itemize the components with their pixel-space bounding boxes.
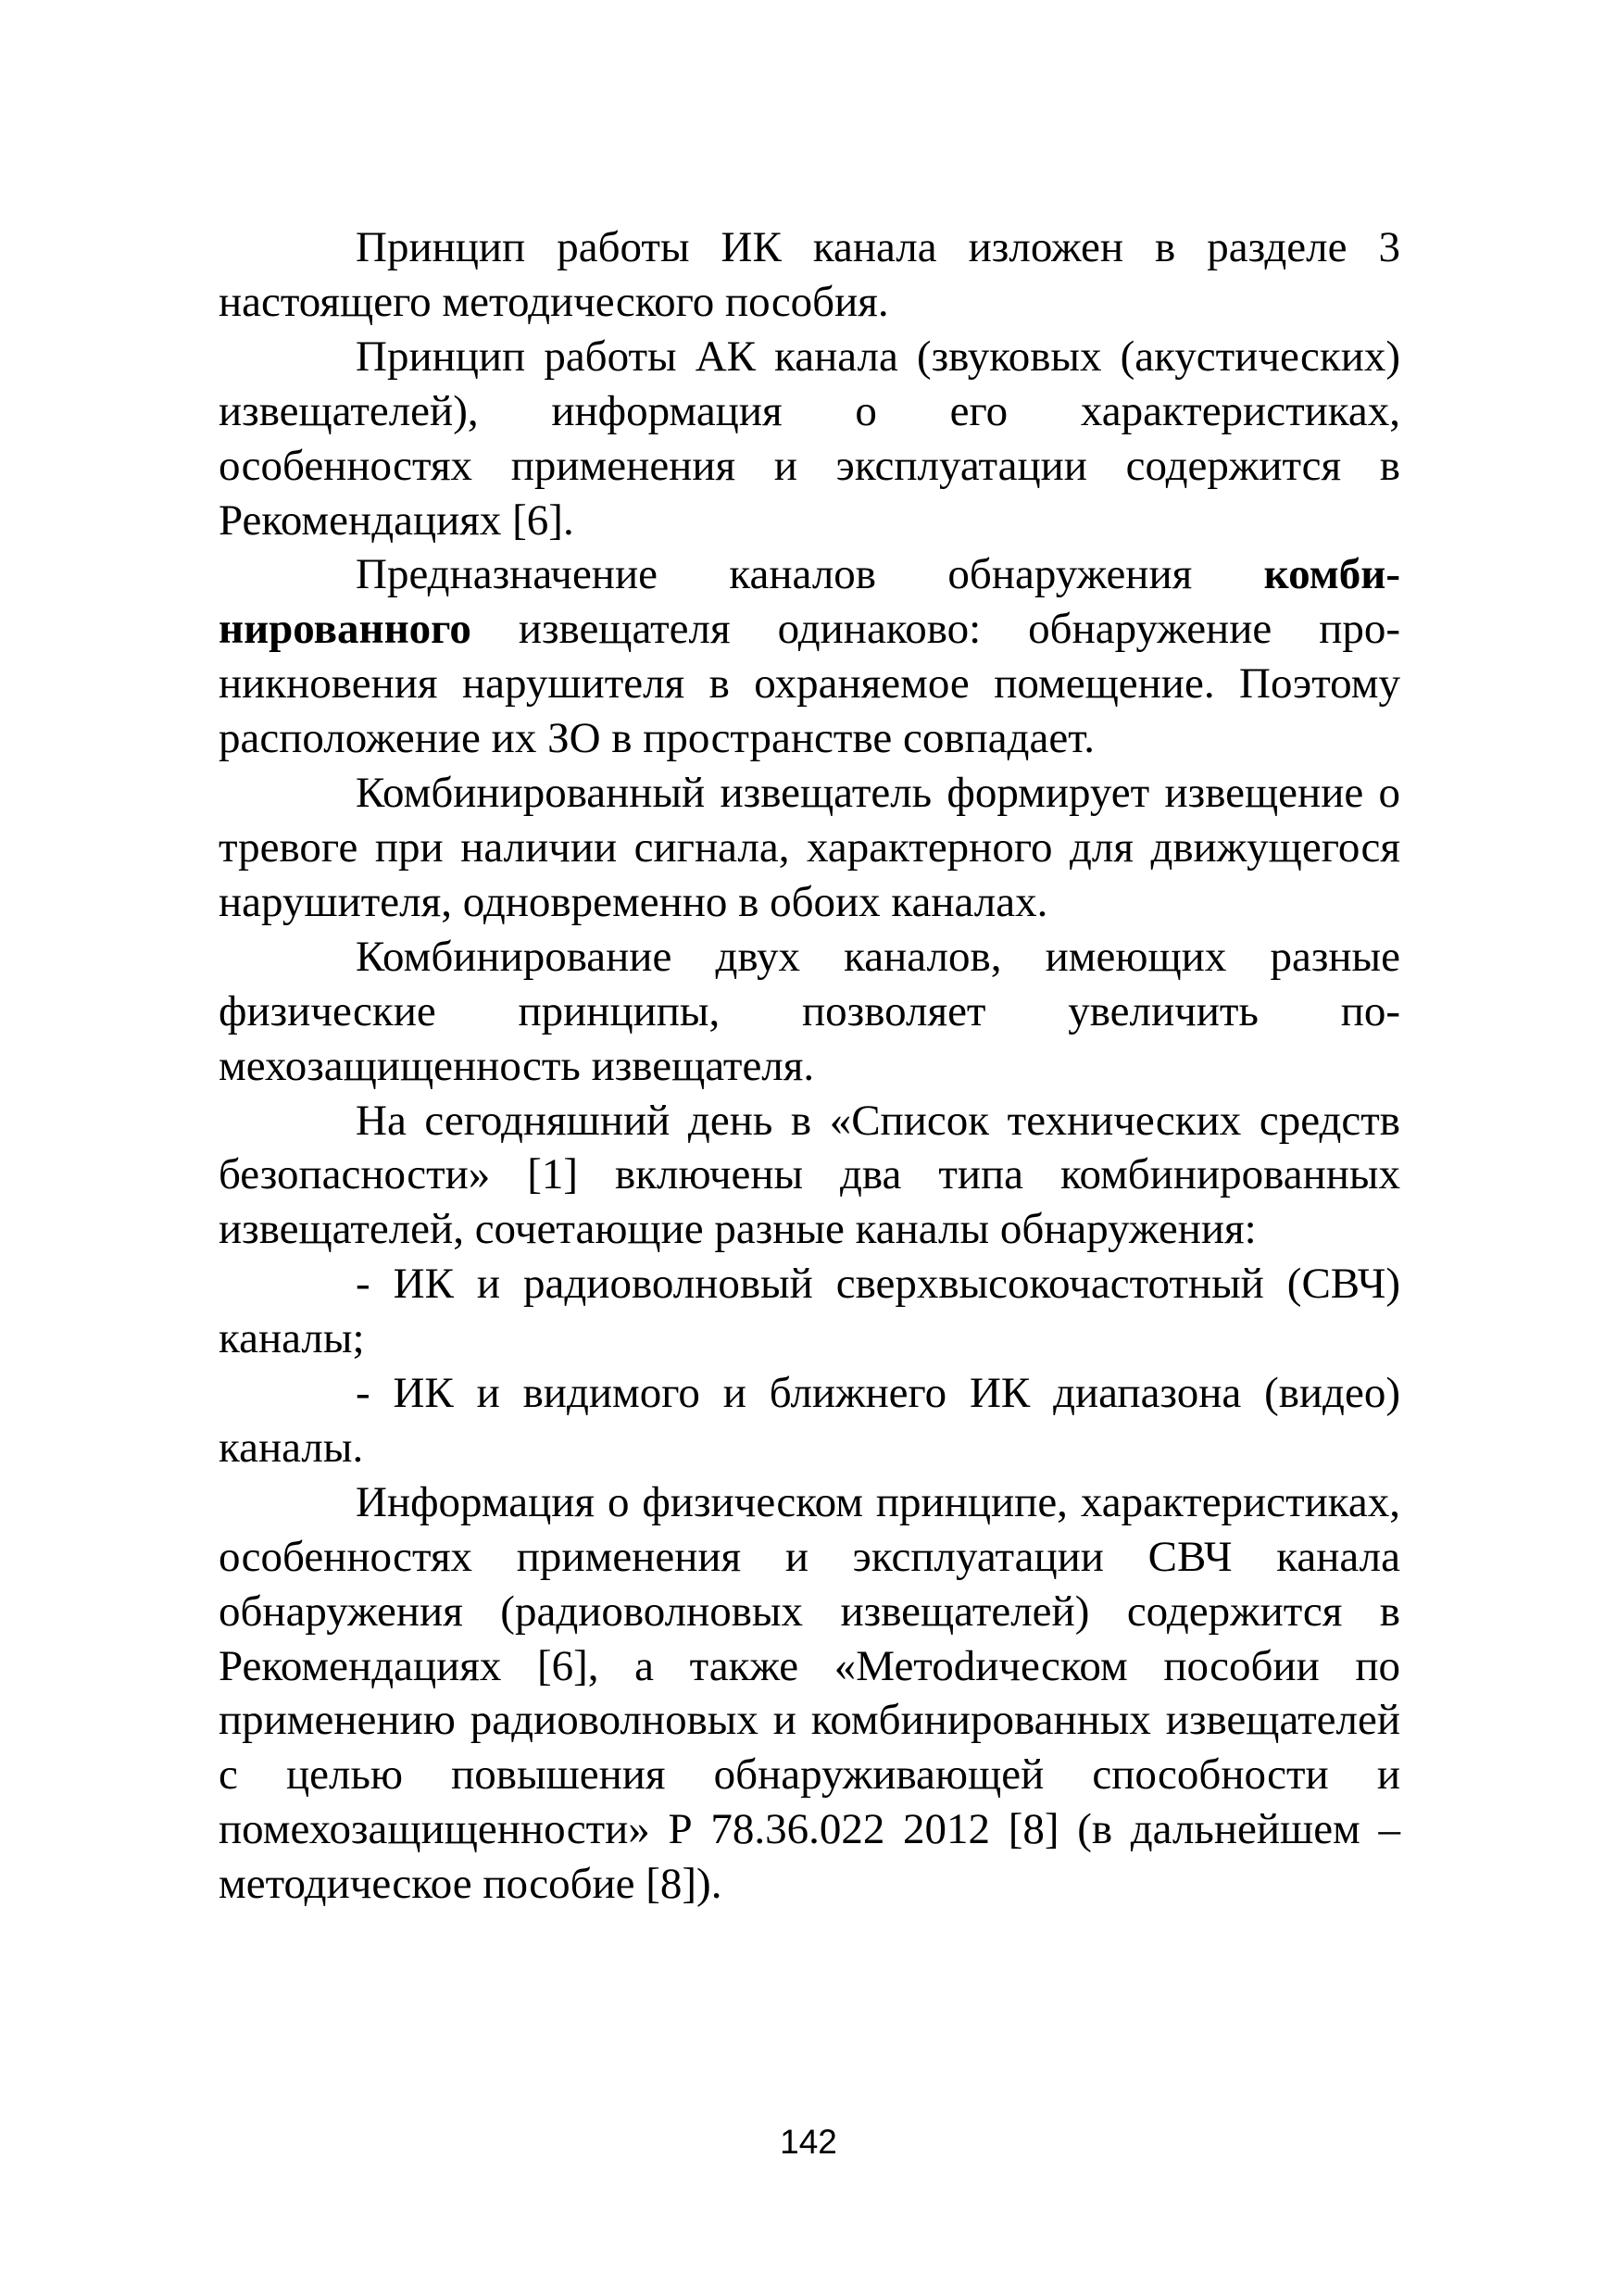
paragraph-text: Принцип работы АК канала (звуковых (акустических) извещателей), информация о его характеристиках, особенностях применения и эксплуатации содержится в Рекомендациях [6]. xyxy=(219,332,1400,545)
paragraph-combining-channels xyxy=(219,930,1400,1094)
paragraph-ak-channel xyxy=(219,330,1400,548)
list-item-ir-video: - ИК и видимого и ближнего ИК диапазона (видео) каналы. xyxy=(219,1369,1400,1472)
paragraph-text: Комбинированный извещатель формирует извещение о тревоге при наличии сигнала, характерного для движущегося нарушителя, одновременно в обоих каналах. xyxy=(219,769,1400,926)
paragraph-security-list xyxy=(219,1094,1400,1258)
paragraph-alarm-notice xyxy=(219,766,1400,930)
paragraph-combined-purpose xyxy=(219,547,1400,766)
paragraph-text: Комбинирование двух каналов, имеющих разные физические принципы, позволяет увеличить помехозащищенность извещателя. xyxy=(219,932,1400,1090)
paragraph-microwave-info: Информация о физическом принципе, характеристиках, особенностях применения и эксплуатации СВЧ канала обнаружения (радиоволновых извещателей) содержится в Рекомендациях [6], а также «Метоdическом пособии по применению радиоволновых и комбинированных извещателей с целью повышения обнаруживающей способности и помехозащищенности» Р 78.36.022 2012 [8] (в дальнейшем – методическое пособие [8]). xyxy=(219,1477,1400,1909)
paragraph-text: извещателя одинаково: обнаружение проникновения нарушителя в охраняемое помещение. Поэтому расположение их ЗО в пространстве совпадает. xyxy=(219,605,1400,763)
paragraph-text: На сегодняшний день в «Список технических средств безопасности» [1] включены два типа комбинированных извещателей, сочетающие разные каналы обнаружения: xyxy=(219,1096,1400,1254)
paragraph-ir-channel xyxy=(219,220,1400,330)
bold-term: комбинированного xyxy=(219,550,1400,654)
list-item-ir-microwave: - ИК и радиоволновый сверхвысокочастотный (СВЧ) каналы; xyxy=(219,1260,1400,1363)
body-text xyxy=(219,220,1400,1912)
page-number: 142 xyxy=(780,2123,837,2161)
paragraph-text: Предназначение каналов обнаружения xyxy=(356,550,1264,599)
paragraph-text: Принцип работы ИК канала изложен в разделе 3 настоящего методического пособия. xyxy=(219,223,1400,326)
